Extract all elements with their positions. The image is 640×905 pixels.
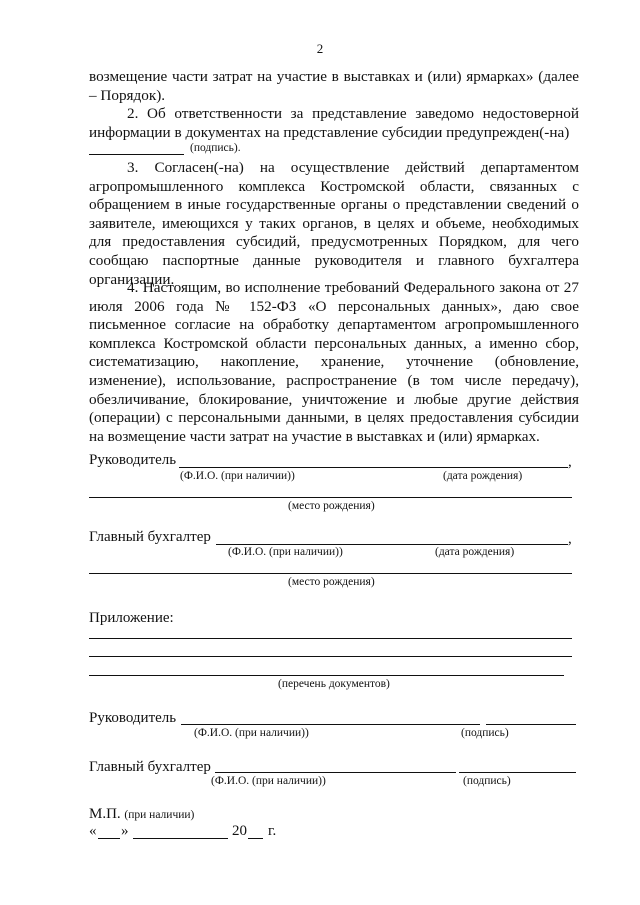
comma: ,: [568, 531, 572, 547]
accountant-signature-line[interactable]: [459, 772, 576, 773]
fio-caption: (Ф.И.О. (при наличии)): [211, 775, 326, 787]
birthplace-caption: (место рождения): [288, 576, 375, 588]
paragraph-2: [89, 105, 579, 142]
birthplace-caption: (место рождения): [288, 500, 375, 512]
accountant-birthplace-line[interactable]: [89, 573, 572, 574]
paragraph-3-text: 3. Согласен(-на) на осуществление действий департаментом агропромышленного комплекса Костромской области, связанных с обращением в иные государственные органы о представлении сведений о заявителе, имеющихся у таких органов, в целях и объеме, необходимых для предоставления субсидий, предусмотренных Порядком, для чего сообщаю паспортные данные руководителя и главного бухгалтера организации.: [89, 159, 579, 288]
sign-caption: (подпись): [463, 775, 511, 787]
paragraph-4: [89, 279, 579, 446]
comma: ,: [568, 454, 572, 470]
stamp-note: (при наличии): [124, 809, 195, 821]
date-year-line[interactable]: [248, 838, 263, 839]
paragraph-1-text: возмещение части затрат на участие в выставках и (или) ярмарках» (далее – Порядок).: [89, 68, 579, 104]
accountant-signature-label: Главный бухгалтер: [89, 759, 211, 775]
accountant-signature-fio-line[interactable]: [215, 772, 456, 773]
head-role-label: Руководитель: [89, 452, 177, 468]
attachment-caption: (перечень документов): [278, 678, 390, 690]
head-signature-fio-line[interactable]: [181, 724, 480, 725]
date-year-suffix: г.: [268, 823, 277, 839]
attachment-line-2[interactable]: [89, 656, 572, 657]
page-number: 2: [316, 41, 324, 56]
paragraph-1: [89, 68, 579, 105]
fio-caption: (Ф.И.О. (при наличии)): [180, 470, 295, 482]
date-day-line[interactable]: [98, 838, 120, 839]
attachment-label: Приложение:: [89, 610, 174, 626]
date-year-prefix: 20: [232, 823, 247, 839]
fio-caption: (Ф.И.О. (при наличии)): [228, 546, 343, 558]
paragraph-3: [89, 159, 579, 289]
attachment-line-3[interactable]: [89, 675, 564, 676]
birthdate-caption: (дата рождения): [443, 470, 523, 482]
paragraph-4-text: 4. Настоящим, во исполнение требований Федерального закона от 27 июля 2006 года № 152-ФЗ «О персональных данных», даю свое письменное согласие на обработку департаментом агропромышленного комплекса Костромской области персональных данных, а именно сбор, систематизацию, накопление, хранение, уточнение (обновление, изменение), использование, распространение (в том числе передачу), обезличивание, блокирование, уничтожение и любые другие действия (операции) с персональными данными, в целях предоставления субсидии на возмещение части затрат на участие в выставках и (или) ярмарках.: [89, 279, 579, 445]
head-fio-line[interactable]: [179, 467, 568, 468]
accountant-fio-line[interactable]: [216, 544, 568, 545]
head-signature-line[interactable]: [486, 724, 576, 725]
head-birthplace-line[interactable]: [89, 497, 572, 498]
birthdate-caption: (дата рождения): [435, 546, 515, 558]
stamp-mp: М.П.: [89, 806, 121, 822]
accountant-role-label: Главный бухгалтер: [89, 529, 211, 545]
fio-caption: (Ф.И.О. (при наличии)): [194, 727, 309, 739]
date-quote-open: «: [89, 823, 97, 839]
signature-line: [89, 154, 184, 155]
attachment-line-1[interactable]: [89, 638, 572, 639]
sign-caption: (подпись): [461, 727, 509, 739]
stamp-label: [89, 806, 194, 823]
paragraph-2-text: 2. Об ответственности за представление заведомо недостоверной информации в документах на представление субсидии предупрежден(-на): [89, 105, 579, 141]
date-quote-close: »: [121, 823, 129, 839]
signature-caption: (подпись).: [190, 142, 241, 154]
head-signature-label: Руководитель: [89, 710, 177, 726]
date-month-line[interactable]: [133, 838, 228, 839]
